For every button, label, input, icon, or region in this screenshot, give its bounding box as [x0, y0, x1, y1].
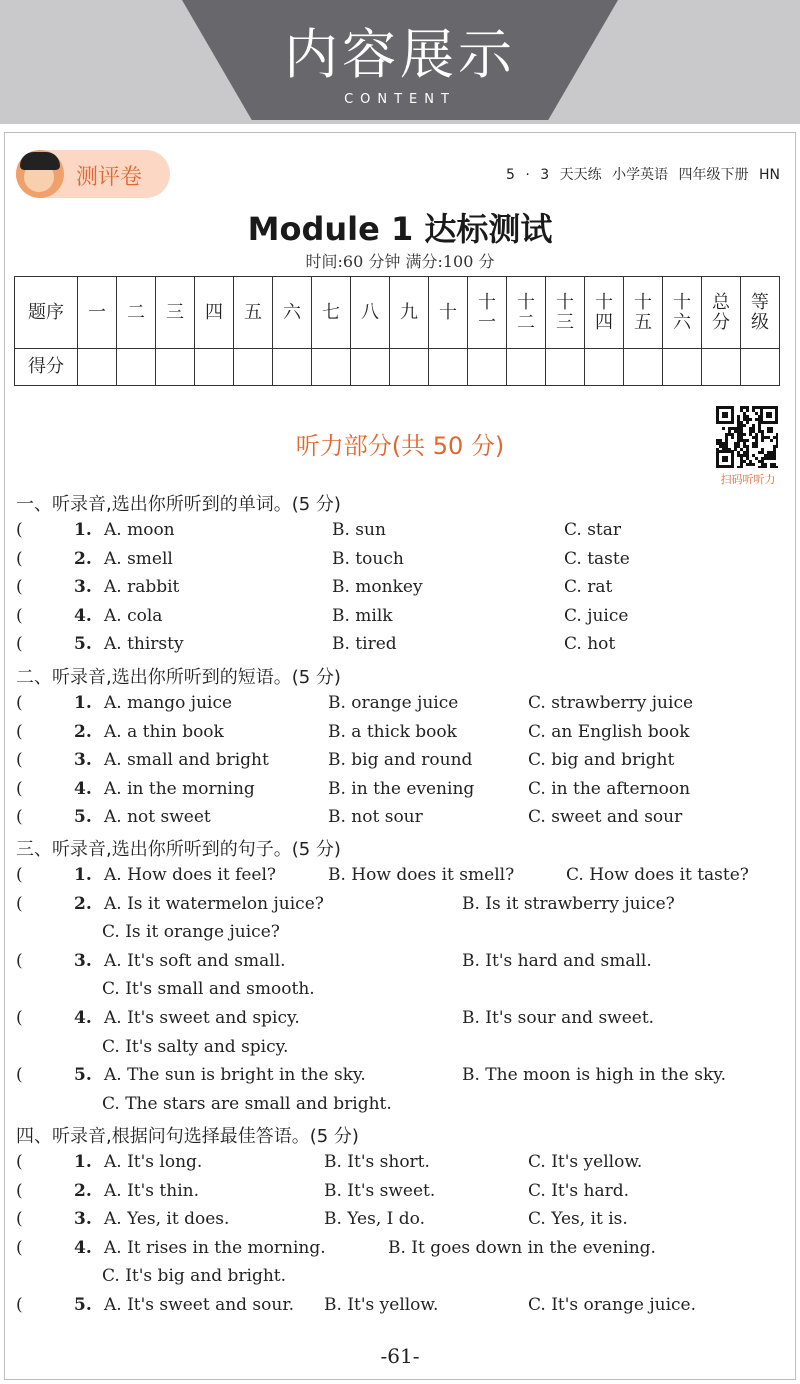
option-c: C. It's salty and spicy. [102, 1036, 289, 1057]
option-c: C. How does it taste? [566, 865, 749, 885]
option-b: B. The moon is high in the sky. [462, 1065, 726, 1086]
option-b: B. It's yellow. [324, 1295, 439, 1315]
score-cell[interactable] [273, 349, 312, 386]
score-cell[interactable] [78, 349, 117, 386]
answer-paren: ( [16, 950, 23, 971]
question-number: 4. [74, 1237, 92, 1258]
score-column-header: 十 五 [624, 277, 663, 349]
option-a: A. The sun is bright in the sky. [104, 1065, 366, 1086]
score-cell[interactable] [234, 349, 273, 386]
option-c: C. Yes, it is. [528, 1209, 628, 1230]
score-cell[interactable] [351, 349, 390, 386]
option-a: A. It's sweet and sour. [104, 1295, 295, 1315]
option-c: C. taste [564, 548, 630, 569]
answer-paren: ( [16, 634, 23, 655]
question-number: 4. [74, 1008, 92, 1028]
option-c: C. an English book [528, 721, 690, 742]
option-b: B. It's sour and sweet. [462, 1008, 655, 1028]
part-title: 二、听录音,选出你所听到的短语。(5 分) [16, 667, 341, 688]
option-b: B. Is it strawberry juice? [462, 893, 675, 914]
option-c: C. big and bright [528, 750, 675, 771]
option-c: C. rat [564, 577, 613, 598]
score-column-header: 一 [78, 277, 117, 349]
score-column-header: 十 三 [546, 277, 585, 349]
answer-paren: ( [16, 577, 23, 598]
badge-label: 测评卷 [76, 165, 143, 190]
option-b: B. milk [332, 605, 393, 626]
option-a: A. It's thin. [104, 1180, 200, 1201]
option-c: C. juice [564, 605, 629, 626]
option-a: A. not sweet [104, 807, 211, 828]
score-column-header: 四 [195, 277, 234, 349]
score-table-score-row [15, 349, 780, 386]
score-cell[interactable] [468, 349, 507, 386]
question-number: 2. [74, 548, 92, 569]
score-cell[interactable] [156, 349, 195, 386]
score-cell[interactable] [312, 349, 351, 386]
answer-paren: ( [16, 778, 23, 799]
option-c: C. It's small and smooth. [102, 979, 315, 1000]
option-b: B. big and round [328, 750, 473, 771]
option-a: A. rabbit [104, 577, 180, 598]
answer-paren: ( [16, 1152, 23, 1172]
score-column-header: 六 [273, 277, 312, 349]
banner-subtitle: CONTENT [344, 92, 456, 107]
option-b: B. monkey [332, 577, 423, 598]
question-number: 3. [74, 750, 92, 771]
option-a: A. thirsty [104, 634, 184, 655]
option-b: B. orange juice [328, 693, 459, 713]
question-number: 3. [74, 577, 92, 598]
part-title: 四、听录音,根据问句选择最佳答语。(5 分) [16, 1126, 359, 1147]
score-table [14, 276, 780, 386]
option-b: B. sun [332, 520, 386, 540]
score-column-header: 八 [351, 277, 390, 349]
answer-paren: ( [16, 1008, 23, 1028]
part-title: 一、听录音,选出你所听到的单词。(5 分) [16, 494, 341, 515]
question-number: 2. [74, 721, 92, 742]
score-column-header: 十 四 [585, 277, 624, 349]
score-cell[interactable] [546, 349, 585, 386]
option-b: B. It's hard and small. [462, 950, 652, 971]
option-b: B. in the evening [328, 778, 475, 799]
row-label-score: 得分 [15, 349, 78, 386]
answer-paren: ( [16, 750, 23, 771]
option-c: C. star [564, 520, 622, 540]
score-cell[interactable] [195, 349, 234, 386]
question-number: 3. [74, 1209, 92, 1230]
answer-paren: ( [16, 548, 23, 569]
question-number: 3. [74, 950, 92, 971]
option-a: A. moon [104, 520, 175, 540]
answer-paren: ( [16, 1237, 23, 1258]
option-b: B. It goes down in the evening. [388, 1237, 656, 1258]
score-column-header: 十 [429, 277, 468, 349]
score-table-header-row [15, 277, 780, 349]
question-number: 5. [74, 1065, 92, 1086]
option-b: B. tired [332, 634, 397, 655]
answer-paren: ( [16, 1209, 23, 1230]
score-column-header: 二 [117, 277, 156, 349]
option-a: A. How does it feel? [104, 865, 277, 885]
part-title: 三、听录音,选出你所听到的句子。(5 分) [16, 839, 341, 860]
option-a: A. cola [104, 605, 163, 626]
score-column-header: 总 分 [702, 277, 741, 349]
option-a: A. It's soft and small. [104, 950, 286, 971]
option-a: A. smell [104, 548, 173, 569]
question-number: 5. [74, 634, 92, 655]
option-a: A. small and bright [104, 750, 269, 771]
score-column-header: 五 [234, 277, 273, 349]
score-cell[interactable] [585, 349, 624, 386]
option-c: C. sweet and sour [528, 807, 683, 828]
option-a: A. a thin book [104, 721, 224, 742]
score-column-header: 十 二 [507, 277, 546, 349]
answer-paren: ( [16, 865, 23, 885]
answer-paren: ( [16, 1065, 23, 1086]
option-c: C. in the afternoon [528, 778, 691, 799]
score-column-header: 九 [390, 277, 429, 349]
option-a: A. Yes, it does. [104, 1209, 230, 1230]
question-number: 2. [74, 893, 92, 914]
score-cell[interactable] [507, 349, 546, 386]
banner-title: 内容展示 [284, 23, 516, 86]
option-b: B. a thick book [328, 721, 457, 742]
qr-code-icon[interactable] [716, 406, 778, 468]
listening-section-title: 听力部分(共 50 分) [295, 432, 505, 460]
score-cell[interactable] [117, 349, 156, 386]
score-cell[interactable] [429, 349, 468, 386]
score-cell[interactable] [624, 349, 663, 386]
answer-paren: ( [16, 1180, 23, 1201]
option-c: C. It's orange juice. [528, 1295, 696, 1315]
option-c: C. It's yellow. [528, 1152, 643, 1172]
question-number: 1. [74, 1152, 92, 1172]
answer-paren: ( [16, 893, 23, 914]
page-number: -61- [380, 1344, 420, 1368]
score-cell[interactable] [741, 349, 780, 386]
answer-paren: ( [16, 605, 23, 626]
answer-paren: ( [16, 520, 23, 540]
option-b: B. It's sweet. [324, 1180, 436, 1201]
answer-paren: ( [16, 721, 23, 742]
score-column-header: 十 一 [468, 277, 507, 349]
series-info: 5 · 3 天天练 小学英语 四年级下册 HN [506, 167, 780, 183]
score-cell[interactable] [390, 349, 429, 386]
qr-label: 扫码听听力 [720, 473, 776, 486]
question-number: 5. [74, 1295, 92, 1315]
option-b: B. It's short. [324, 1152, 430, 1172]
score-column-header: 十 六 [663, 277, 702, 349]
answer-paren: ( [16, 693, 23, 713]
question-number: 5. [74, 807, 92, 828]
option-c: C. It's big and bright. [102, 1266, 287, 1287]
question-number: 1. [74, 865, 92, 885]
option-b: B. How does it smell? [328, 865, 515, 885]
score-cell[interactable] [663, 349, 702, 386]
row-label-order: 题序 [15, 277, 78, 349]
option-b: B. Yes, I do. [324, 1209, 425, 1230]
score-column-header: 七 [312, 277, 351, 349]
question-number: 2. [74, 1180, 92, 1201]
question-number: 1. [74, 693, 92, 713]
score-column-header: 等 级 [741, 277, 780, 349]
answer-paren: ( [16, 1295, 23, 1315]
page-title: Module 1 达标测试 [247, 210, 553, 248]
option-c: C. strawberry juice [528, 693, 694, 713]
answer-paren: ( [16, 807, 23, 828]
option-a: A. It's long. [104, 1152, 203, 1172]
question-number: 4. [74, 605, 92, 626]
option-c: C. Is it orange juice? [102, 922, 280, 943]
score-column-header: 三 [156, 277, 195, 349]
option-b: B. touch [332, 548, 404, 569]
question-number: 4. [74, 778, 92, 799]
option-c: C. hot [564, 634, 616, 655]
option-a: A. Is it watermelon juice? [104, 893, 324, 914]
option-a: A. in the morning [104, 778, 255, 799]
score-cell[interactable] [702, 349, 741, 386]
option-c: C. It's hard. [528, 1180, 630, 1201]
option-a: A. mango juice [104, 693, 233, 713]
option-c: C. The stars are small and bright. [102, 1093, 392, 1114]
question-number: 1. [74, 520, 92, 540]
option-b: B. not sour [328, 807, 423, 828]
mascot-avatar-icon [16, 150, 64, 198]
option-a: A. It rises in the morning. [104, 1237, 326, 1258]
option-a: A. It's sweet and spicy. [104, 1008, 300, 1028]
time-and-score: 时间:60 分钟 满分:100 分 [305, 252, 495, 271]
